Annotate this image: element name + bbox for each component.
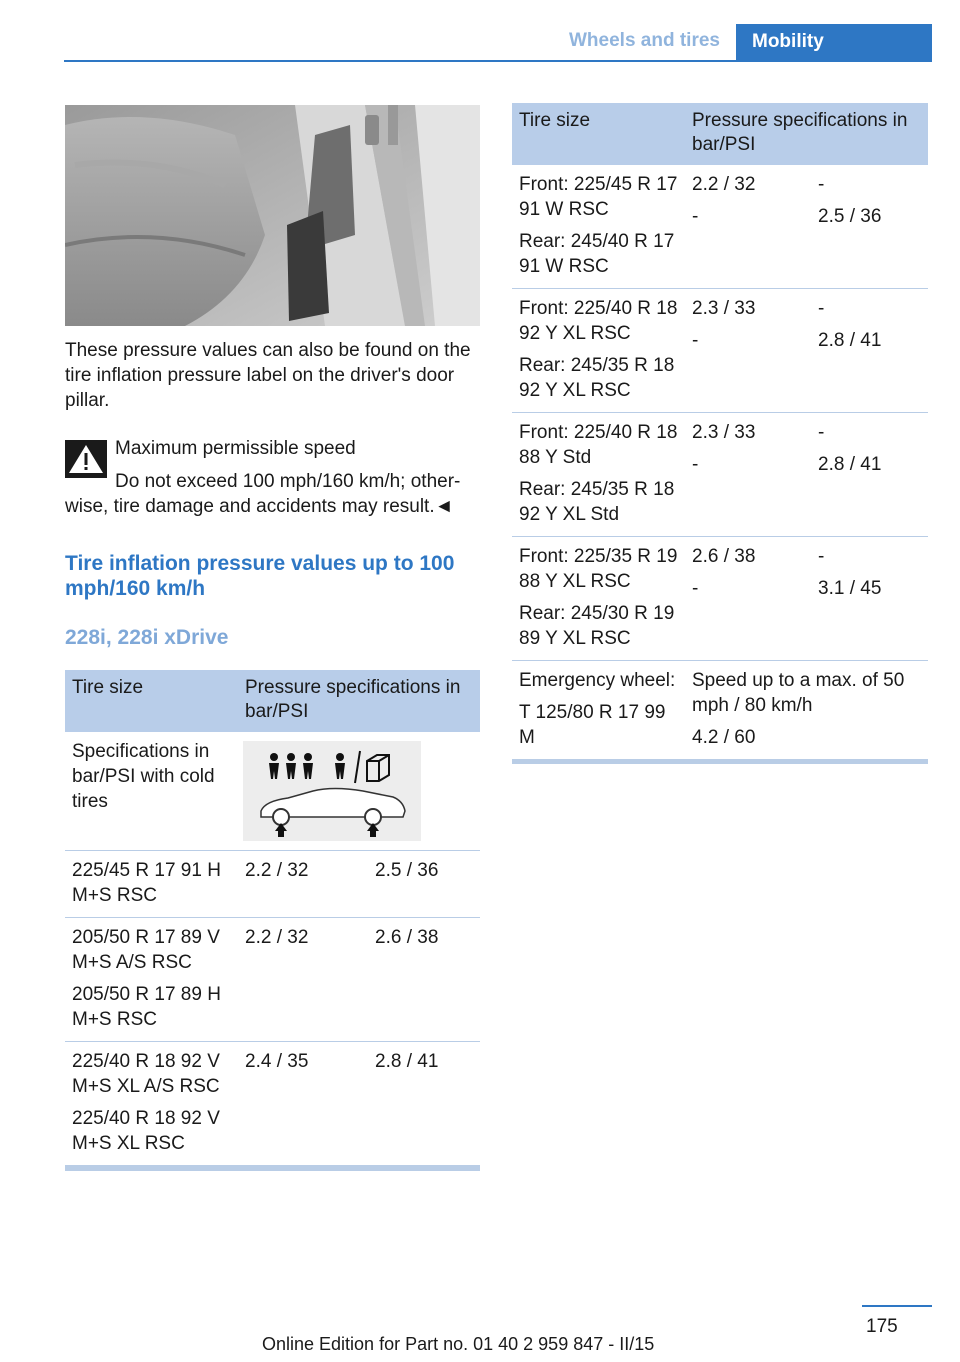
pressure-value: -: [692, 578, 699, 599]
header-chapter-tab: Mobility: [736, 24, 932, 62]
header-tire-size: Tire size: [72, 677, 144, 698]
footer-edition: Online Edition for Part no. 01 40 2 959 847 - II/15: [262, 1334, 655, 1354]
table-header: [65, 670, 480, 732]
pressure-value: 2.8 / 41: [818, 330, 882, 351]
table-row: [512, 289, 928, 413]
tire-size-rear: Rear: 245/35 R 18 92 Y XL Std: [519, 479, 675, 525]
header-pressure-spec: Pressure specifications in bar/PSI: [692, 110, 908, 155]
tire-size-rear: Rear: 245/30 R 19 89 Y XL RSC: [519, 603, 675, 649]
tire-size-front: Front: 225/40 R 18 92 Y XL RSC: [519, 298, 678, 344]
pressure-value: 2.6 / 38: [692, 546, 756, 567]
pressure-value: -: [818, 298, 825, 319]
pressure-value: 2.2 / 32: [692, 174, 756, 195]
pressure-value: -: [692, 330, 699, 351]
pressure-value: 2.8 / 41: [818, 454, 882, 475]
tire-size-front: Front: 225/40 R 18 88 Y Std: [519, 422, 678, 468]
pressure-value: -: [692, 454, 699, 475]
load-condition-pictogram: [243, 741, 421, 841]
header-tire-size: Tire size: [519, 110, 591, 131]
header-pressure-spec: Pressure specifications in bar/PSI: [245, 677, 461, 722]
tire-size-rear: Rear: 245/35 R 18 92 Y XL RSC: [519, 355, 675, 401]
tire-size-rear: Rear: 245/40 R 17 91 W RSC: [519, 231, 675, 277]
pressure-value: 2.3 / 33: [692, 422, 756, 443]
pressure-value: -: [818, 422, 825, 443]
pressure-front: 2.2 / 32: [245, 860, 309, 881]
model-heading: 228i, 228i xDrive: [65, 626, 229, 649]
pressure-value: 3.1 / 45: [818, 578, 882, 599]
pressure-value: -: [818, 174, 825, 195]
pressure-front: 2.2 / 32: [245, 927, 309, 948]
tire-size-front: Front: 225/45 R 17 91 W RSC: [519, 174, 678, 220]
tire-size: 225/40 R 18 92 V M+S XL A/S RSC: [72, 1051, 220, 1097]
left-pressure-table: [65, 670, 480, 1171]
table-row: [512, 413, 928, 537]
emergency-pressure: 4.2 / 60: [692, 727, 756, 748]
pressure-value: 2.5 / 36: [818, 206, 882, 227]
table-row: [512, 537, 928, 661]
tire-size: 225/45 R 17 91 H M+S RSC: [72, 860, 221, 906]
pressure-value: 2.3 / 33: [692, 298, 756, 319]
table-row: [65, 851, 480, 918]
emergency-wheel-size: T 125/80 R 17 99 M: [519, 702, 666, 748]
header-rule: [64, 60, 930, 62]
door-pillar-photo: [65, 105, 480, 326]
pressure-rear: 2.8 / 41: [375, 1051, 439, 1072]
table-end-rule: [65, 1166, 480, 1171]
warning-title: Maximum permissible speed: [115, 438, 356, 459]
table-end-rule: [512, 759, 928, 764]
tire-size: 205/50 R 17 89 H M+S RSC: [72, 984, 221, 1030]
spec-row: [65, 732, 480, 851]
pressure-front: 2.4 / 35: [245, 1051, 309, 1072]
section-heading: Tire inflation pressure values up to 100 mph/160 km/h: [65, 552, 455, 600]
emergency-speed-limit: Speed up to a max. of 50 mph / 80 km/h: [692, 670, 905, 716]
header-section-title: Wheels and tires: [569, 30, 720, 51]
table-row: [65, 918, 480, 1042]
tire-size: 205/50 R 17 89 V M+S A/S RSC: [72, 927, 220, 973]
table-header: [512, 103, 928, 165]
footer-rule: [862, 1305, 932, 1307]
table-row: [65, 1042, 480, 1166]
right-pressure-table: [512, 103, 928, 764]
tire-size-front: Front: 225/35 R 19 88 Y XL RSC: [519, 546, 678, 592]
emergency-wheel-label: Emergency wheel:: [519, 670, 676, 691]
emergency-wheel-row: [512, 661, 928, 759]
pressure-rear: 2.6 / 38: [375, 927, 439, 948]
table-row: [512, 165, 928, 289]
page-number: 175: [866, 1316, 898, 1337]
spec-row-label: Specifications in bar/PSI with cold tires: [72, 741, 215, 812]
intro-paragraph: These pressure values can also be found on the tire inflation pressure label on the driver's door pillar.: [65, 340, 471, 411]
pressure-rear: 2.5 / 36: [375, 860, 439, 881]
tire-size: 225/40 R 18 92 V M+S XL RSC: [72, 1108, 220, 1154]
pressure-value: -: [692, 206, 699, 227]
warning-body: Do not exceed 100 mph/160 km/h; other-wise, tire damage and accidents may result.◄: [65, 471, 461, 517]
pressure-value: -: [818, 546, 825, 567]
